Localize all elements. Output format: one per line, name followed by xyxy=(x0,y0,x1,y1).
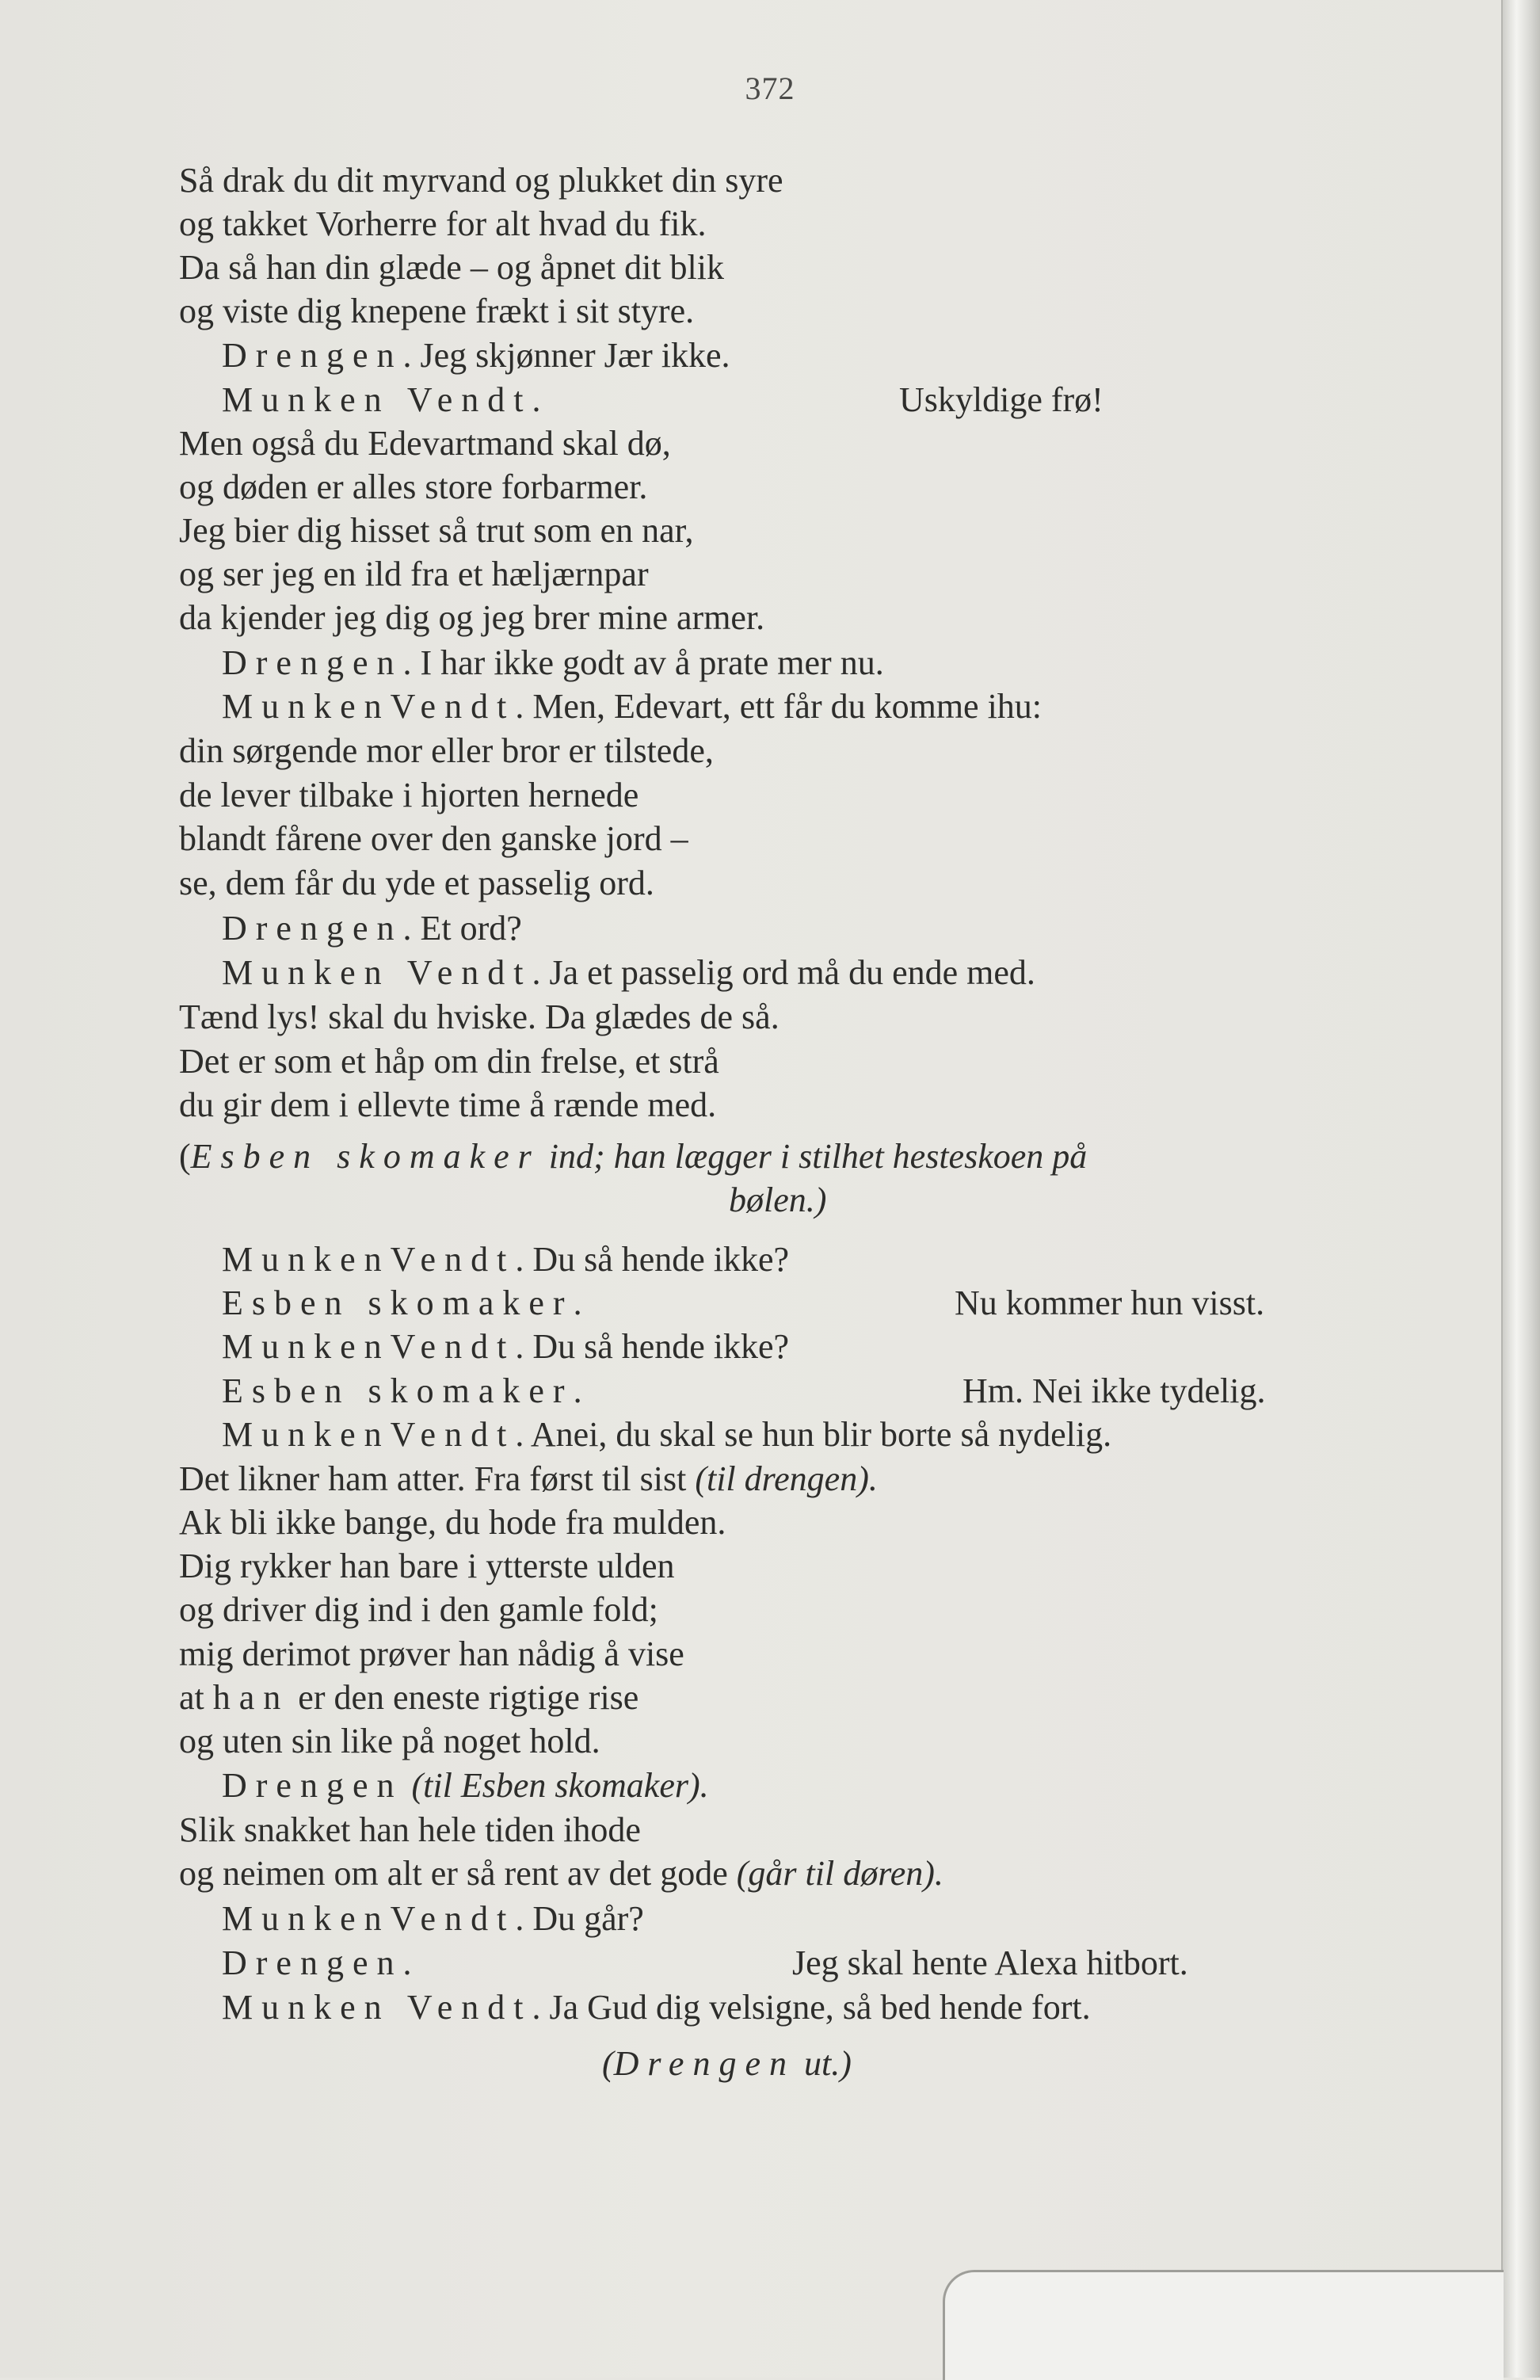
line-text: . xyxy=(573,1371,582,1410)
line-text: og viste dig knepene frækt i sit styre. xyxy=(179,292,695,330)
line-text: at xyxy=(179,1678,213,1717)
text-line xyxy=(179,202,707,246)
line-text: de lever tilbake i hjorten hernede xyxy=(179,776,639,814)
text-line xyxy=(179,861,654,906)
text-line xyxy=(179,552,649,597)
line-text: og driver dig ind i den gamle fold; xyxy=(179,1590,658,1629)
line-text: ( xyxy=(602,2044,614,2083)
text-line xyxy=(179,289,694,334)
line-text: bølen.) xyxy=(729,1180,827,1219)
line-text xyxy=(403,1766,412,1805)
text-line xyxy=(222,334,730,378)
line-text: . Du så hende ikke? xyxy=(515,1240,790,1279)
line-text: ind; han lægger i stilhet hesteskoen på xyxy=(539,1137,1088,1176)
speaker-name: Esben skomaker xyxy=(222,1283,574,1322)
line-text: . Anei, du skal se hun blir borte så nydelig. xyxy=(515,1415,1112,1454)
line-text-right: Nu kommer hun visst. xyxy=(955,1283,1265,1322)
speaker-name: Munken Vendt xyxy=(222,1988,532,2027)
text-line xyxy=(222,1413,1111,1457)
text-line xyxy=(222,1238,789,1282)
line-text: Ak bli ikke bange, du hode fra mulden. xyxy=(179,1503,726,1542)
line-text: Dig rykker han bare i ytterste ulden xyxy=(179,1547,675,1585)
text-line xyxy=(222,1281,582,1325)
text-line xyxy=(179,773,638,818)
text-line xyxy=(179,1808,641,1852)
line-text: og takket Vorherre for alt hvad du fik. xyxy=(179,204,707,243)
text-line xyxy=(602,2042,852,2086)
line-text: . Du går? xyxy=(515,1899,644,1938)
text-line xyxy=(222,1764,709,1808)
line-text: Så drak du dit myrvand og plukket din syre xyxy=(179,161,783,200)
line-text: (til Esben skomaker). xyxy=(411,1766,709,1805)
text-line xyxy=(179,509,694,553)
line-text: ( xyxy=(179,1137,191,1176)
text-line xyxy=(179,246,724,290)
text-line xyxy=(179,1544,675,1589)
text-line xyxy=(179,421,671,466)
speaker-name: Drengen xyxy=(222,336,403,375)
line-text: . xyxy=(532,380,541,419)
speaker-name: MunkenVendt xyxy=(222,687,516,726)
line-text-right: Uskyldige frø! xyxy=(899,380,1104,419)
text-line xyxy=(222,641,884,685)
speaker-name: Drengen xyxy=(222,1766,403,1805)
speaker-name: Drengen xyxy=(222,1943,403,1982)
speaker-name: Drengen xyxy=(222,909,403,948)
text-line xyxy=(179,1501,726,1545)
line-text: (til drengen). xyxy=(695,1459,878,1498)
speaker-name: han xyxy=(212,1678,290,1717)
text-line xyxy=(179,1632,684,1676)
text-line xyxy=(179,1457,878,1501)
text-line xyxy=(179,1039,719,1084)
text-line xyxy=(222,685,1042,729)
line-text: . xyxy=(573,1283,582,1322)
line-text: Det likner ham atter. Fra først til sist xyxy=(179,1459,696,1498)
line-text: . Men, Edevart, ett får du komme ihu: xyxy=(515,687,1043,726)
line-text: da kjender jeg dig og jeg brer mine armer. xyxy=(179,598,765,637)
line-text: Det er som et håp om din frelse, et strå xyxy=(179,1042,719,1081)
text-line xyxy=(222,951,1035,995)
line-text: . Ja Gud dig velsigne, så bed hende fort. xyxy=(532,1988,1091,2027)
speaker-name: MunkenVendt xyxy=(222,1240,516,1279)
line-text: (går til døren). xyxy=(736,1854,943,1893)
text-line xyxy=(222,378,541,422)
text-line xyxy=(222,1369,582,1413)
text-line xyxy=(222,1325,789,1369)
line-text: du gir dem i ellevte time å rænde med. xyxy=(179,1085,717,1124)
line-text: og døden er alles store forbarmer. xyxy=(179,467,648,506)
text-line xyxy=(729,1178,826,1222)
line-text: og ser jeg en ild fra et hæljærnpar xyxy=(179,555,649,593)
line-text: er den eneste rigtige rise xyxy=(289,1678,639,1717)
text-line xyxy=(179,158,783,203)
text-line xyxy=(179,1676,638,1720)
line-text: . Jeg skjønner Jær ikke. xyxy=(402,336,730,375)
text-line xyxy=(179,596,764,640)
speaker-name: Esben skomaker xyxy=(190,1137,540,1176)
line-text: Slik snakket han hele tiden ihode xyxy=(179,1810,641,1849)
line-text: . Du så hende ikke? xyxy=(515,1327,790,1366)
text-line xyxy=(179,1135,1087,1179)
line-text: og neimen om alt er så rent av det gode xyxy=(179,1854,737,1893)
line-text: . xyxy=(402,1943,412,1982)
book-binding xyxy=(1501,0,1540,2378)
line-text: Tænd lys! skal du hviske. Da glædes de så. xyxy=(179,997,780,1036)
speaker-name: Drengen xyxy=(613,2044,795,2083)
text-line xyxy=(179,1083,716,1127)
text-line xyxy=(222,1897,644,1941)
speaker-name: Esben skomaker xyxy=(222,1371,574,1410)
line-text: ut.) xyxy=(795,2044,852,2083)
line-text-right: Jeg skal hente Alexa hitbort. xyxy=(792,1943,1188,1982)
text-line xyxy=(222,1941,412,1985)
line-text: . I har ikke godt av å prate mer nu. xyxy=(402,643,884,682)
speaker-name: MunkenVendt xyxy=(222,1327,516,1366)
speaker-name: Munken Vendt xyxy=(222,380,532,419)
line-text: Men også du Edevartmand skal dø, xyxy=(179,424,671,463)
text-line xyxy=(179,995,780,1039)
text-line xyxy=(179,729,714,773)
text-line xyxy=(179,465,647,509)
line-text: . Et ord? xyxy=(402,909,522,948)
speaker-name: MunkenVendt xyxy=(222,1899,516,1938)
line-text: mig derimot prøver han nådig å vise xyxy=(179,1634,684,1673)
text-line xyxy=(222,1985,1091,2030)
line-text: Jeg bier dig hisset så trut som en nar, xyxy=(179,511,694,550)
speaker-name: Munken Vendt xyxy=(222,953,532,992)
speaker-name: Drengen xyxy=(222,643,403,682)
line-text: og uten sin like på noget hold. xyxy=(179,1722,600,1760)
paper-slip xyxy=(943,2270,1504,2380)
speaker-name: MunkenVendt xyxy=(222,1415,516,1454)
line-text-right: Hm. Nei ikke tydelig. xyxy=(962,1371,1266,1410)
line-text: din sørgende mor eller bror er tilstede, xyxy=(179,731,714,770)
line-text: Da så han din glæde – og åpnet dit blik xyxy=(179,248,724,287)
text-line xyxy=(179,817,688,861)
line-text: se, dem får du yde et passelig ord. xyxy=(179,864,654,902)
line-text: . Ja et passelig ord må du ende med. xyxy=(532,953,1035,992)
line-text: blandt fårene over den ganske jord – xyxy=(179,819,688,858)
text-line xyxy=(179,1719,600,1764)
page-number: 372 xyxy=(745,71,795,106)
text-line xyxy=(222,906,522,951)
text-line xyxy=(179,1852,943,1896)
text-line xyxy=(179,1588,658,1632)
